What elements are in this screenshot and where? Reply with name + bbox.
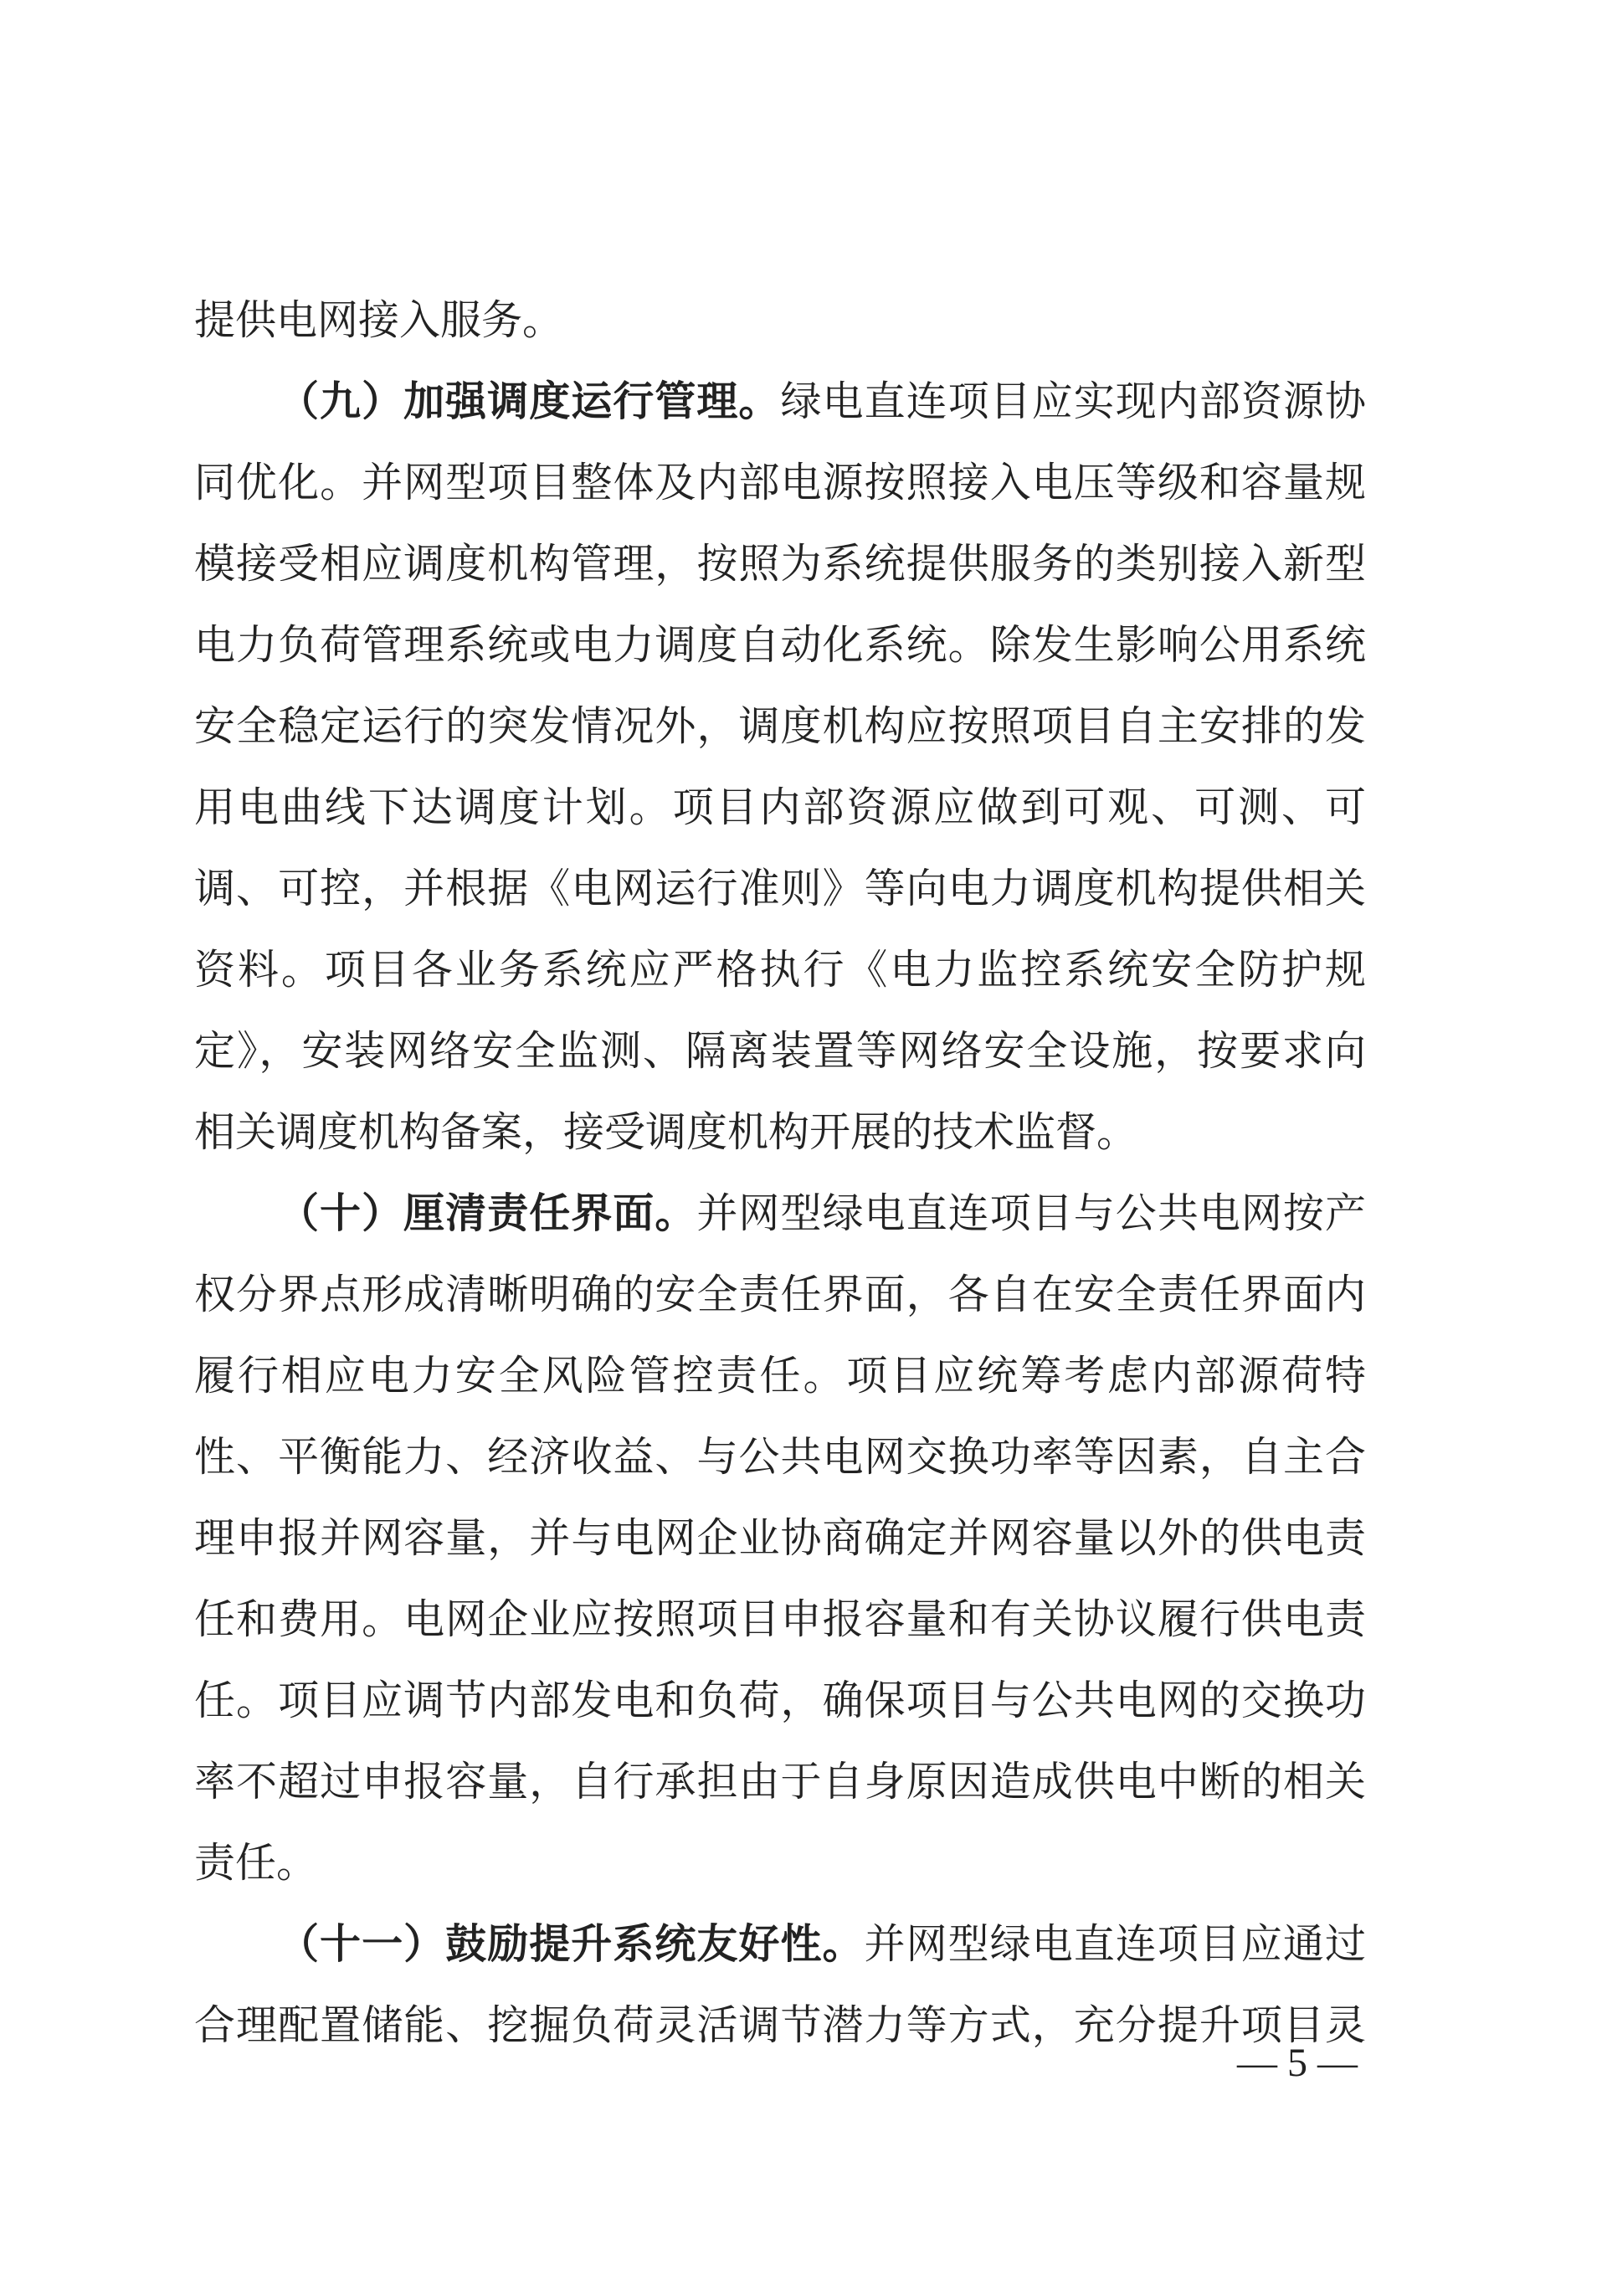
line-text: 绿电直连项目应实现内部资源协	[780, 378, 1366, 425]
line-text: 相关调度机构备案，接受调度机构开展的技术监督。	[194, 1108, 1138, 1156]
text-line	[194, 523, 1366, 604]
text-line	[194, 1010, 1366, 1091]
text-line	[194, 1660, 1366, 1741]
section-heading: （九）加强调度运行管理。	[278, 377, 781, 425]
text-line	[194, 1335, 1366, 1416]
line-text: 定》，安装网络安全监测、隔离装置等网络安全设施，按要求向	[194, 1027, 1366, 1075]
section-heading: （十）厘清责任界面。	[278, 1189, 697, 1237]
text-line	[194, 442, 1366, 523]
text-line	[194, 280, 1366, 361]
line-text: 率不超过申报容量，自行承担由于自身原因造成供电中断的相关	[194, 1758, 1366, 1805]
page-number: — 5 —	[1237, 2041, 1358, 2085]
text-line	[194, 1497, 1366, 1579]
line-text: 性、平衡能力、经济收益、与公共电网交换功率等因素，自主合	[194, 1433, 1366, 1481]
text-line	[194, 767, 1366, 848]
text-line	[194, 848, 1366, 929]
text-line	[194, 1579, 1366, 1660]
line-text: 责任。	[194, 1839, 318, 1887]
text-line	[194, 686, 1366, 767]
text-line	[194, 929, 1366, 1010]
text-line	[194, 604, 1366, 686]
line-text: 权分界点形成清晰明确的安全责任界面，各自在安全责任界面内	[194, 1271, 1366, 1318]
text-line	[194, 361, 1366, 442]
text-line	[194, 1254, 1366, 1335]
section-heading: （十一）鼓励提升系统友好性。	[278, 1919, 865, 1968]
text-line	[194, 1985, 1366, 2066]
line-text: 任和费用。电网企业应按照项目申报容量和有关协议履行供电责	[194, 1595, 1366, 1643]
line-text: 资料。项目各业务系统应严格执行《电力监控系统安全防护规	[194, 946, 1366, 994]
text-line	[194, 1741, 1366, 1822]
line-text: 调、可控，并根据《电网运行准则》等向电力调度机构提供相关	[194, 865, 1366, 912]
line-text: 同优化。并网型项目整体及内部电源按照接入电压等级和容量规	[194, 459, 1366, 506]
text-line	[194, 1416, 1366, 1497]
line-text: 用电曲线下达调度计划。项目内部资源应做到可观、可测、可	[194, 783, 1366, 831]
body-text	[194, 280, 1366, 2066]
line-text: 电力负荷管理系统或电力调度自动化系统。除发生影响公用系统	[194, 621, 1366, 669]
text-line	[194, 1173, 1366, 1254]
line-text: 合理配置储能、挖掘负荷灵活调节潜力等方式，充分提升项目灵	[194, 2001, 1366, 2049]
line-text: 履行相应电力安全风险管控责任。项目应统筹考虑内部源荷特	[194, 1352, 1366, 1400]
text-line	[194, 1903, 1366, 1985]
line-text: 并网型绿电直连项目应通过	[864, 1920, 1366, 1968]
line-text: 并网型绿电直连项目与公共电网按产	[696, 1189, 1366, 1237]
line-text: 任。项目应调节内部发电和负荷，确保项目与公共电网的交换功	[194, 1677, 1366, 1724]
line-text: 安全稳定运行的突发情况外，调度机构应按照项目自主安排的发	[194, 702, 1366, 750]
line-text: 提供电网接入服务。	[194, 296, 564, 344]
text-line	[194, 1091, 1366, 1173]
text-line	[194, 1822, 1366, 1903]
line-text: 理申报并网容量，并与电网企业协商确定并网容量以外的供电责	[194, 1514, 1366, 1562]
line-text: 模接受相应调度机构管理，按照为系统提供服务的类别接入新型	[194, 540, 1366, 588]
